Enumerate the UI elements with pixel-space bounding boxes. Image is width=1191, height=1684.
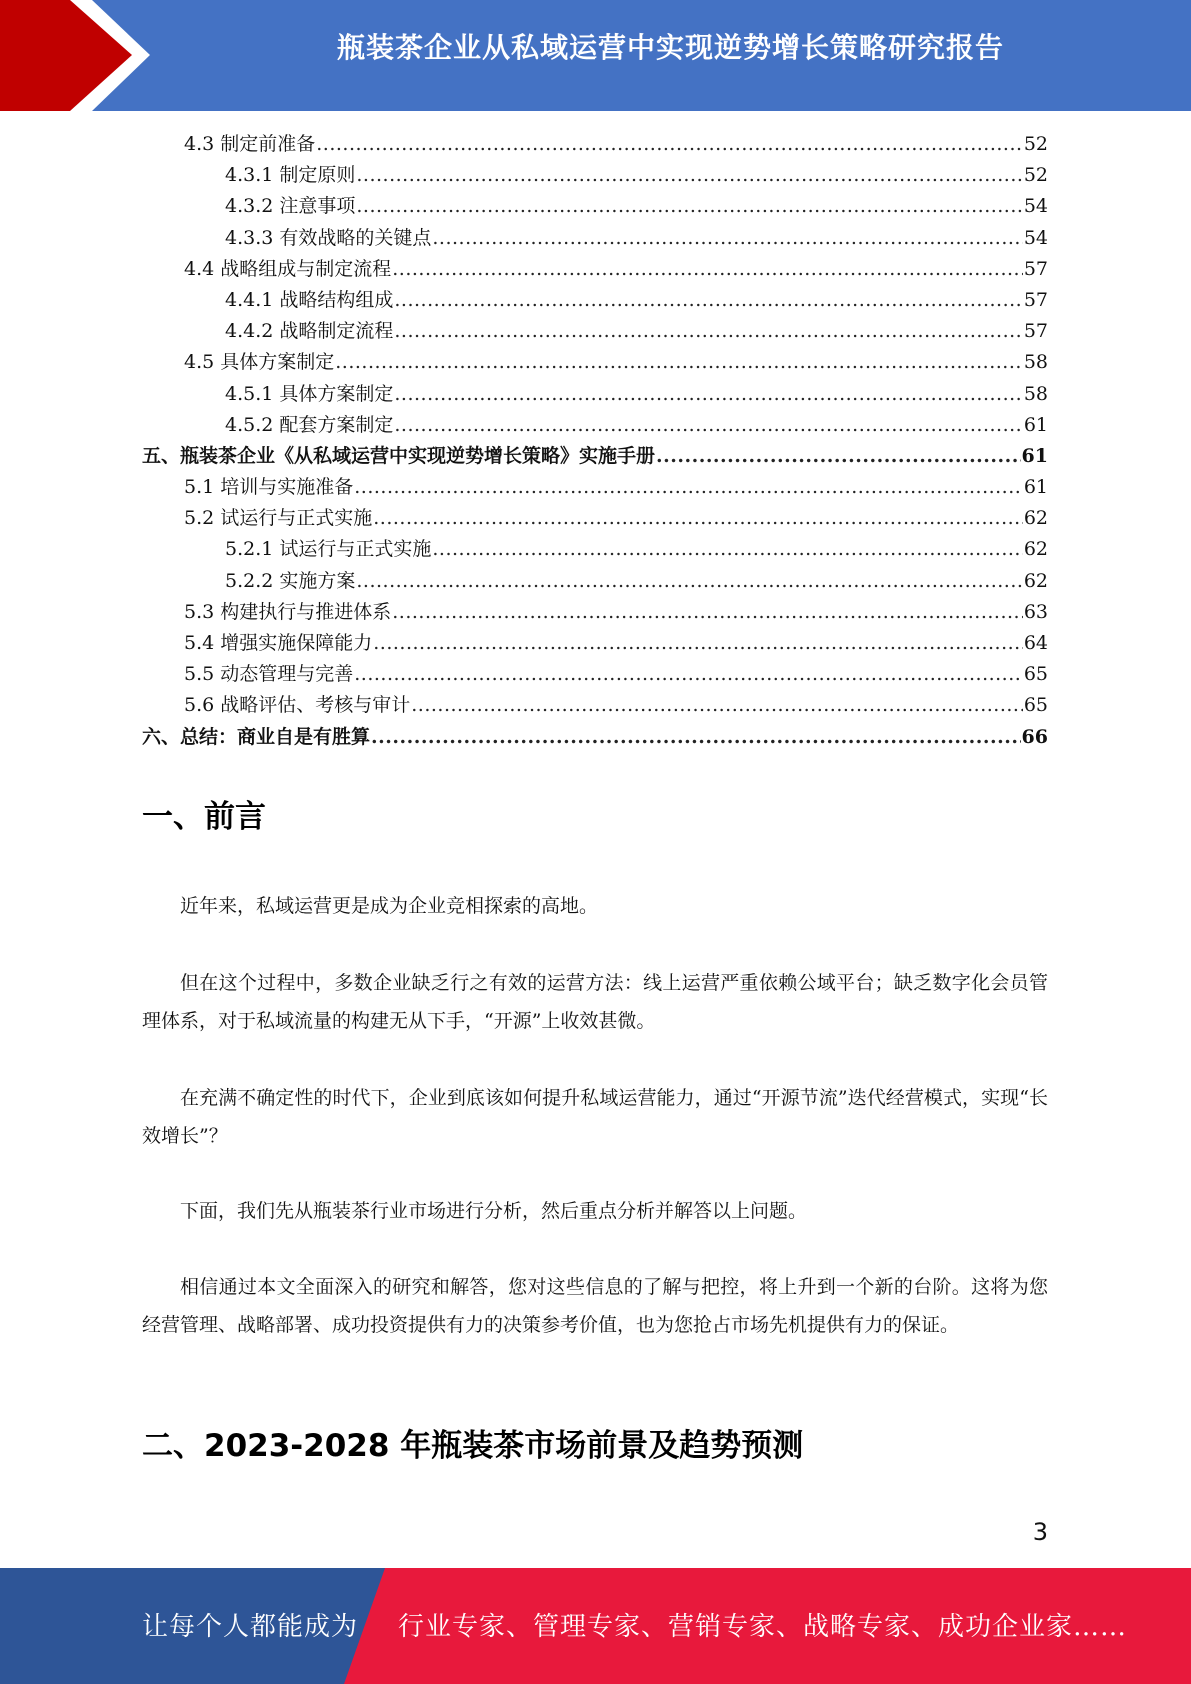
toc-dot-leader — [335, 347, 1023, 378]
toc-entry-title: 4.4.1 战略结构组成 — [225, 288, 394, 311]
page-number: 3 — [1032, 1518, 1048, 1546]
toc-entry[interactable] — [142, 129, 1048, 160]
toc-entry[interactable] — [142, 472, 1048, 503]
toc-entry-page: 62 — [1023, 507, 1048, 530]
preface-paragraph: 但在这个过程中，多数企业缺乏行之有效的运营方法：线上运营严重依赖公域平台；缺乏数字化会员管理体系，对于私域流量的构建无从下手，“开源”上收效甚微。 — [142, 972, 1048, 1032]
report-title: 瓶装茶企业从私域运营中实现逆势增长策略研究报告 — [336, 31, 1004, 64]
toc-entry-page: 66 — [1021, 725, 1048, 748]
toc-entry-page: 63 — [1023, 600, 1048, 623]
toc-entry-title: 5.2 试运行与正式实施 — [184, 507, 373, 530]
toc-dot-leader — [394, 410, 1022, 441]
toc-entry[interactable] — [142, 410, 1048, 441]
toc-entry-title: 4.5.2 配套方案制定 — [225, 413, 394, 436]
toc-entry-title: 5.3 构建执行与推进体系 — [184, 600, 392, 623]
toc-entry-title: 5.4 增强实施保障能力 — [184, 632, 373, 654]
toc-entry-title: 4.3.1 制定原则 — [225, 164, 356, 187]
toc-entry[interactable] — [142, 316, 1048, 347]
toc-entry[interactable] — [142, 534, 1048, 565]
toc-entry[interactable] — [142, 285, 1048, 316]
footer-slogan-right: 行业专家、管理专家、营销专家、战略专家、成功企业家…… — [398, 1612, 1128, 1642]
toc-entry[interactable] — [142, 191, 1048, 222]
toc-entry[interactable] — [142, 441, 1048, 472]
toc-entry[interactable] — [142, 659, 1048, 690]
toc-entry-page: 61 — [1023, 476, 1048, 499]
toc-dot-leader — [394, 379, 1022, 410]
toc-entry-page: 52 — [1023, 164, 1048, 187]
toc-entry[interactable] — [142, 379, 1048, 410]
toc-dot-leader — [354, 472, 1023, 503]
header-arrow-decoration — [0, 0, 160, 111]
toc-entry-page: 64 — [1023, 632, 1048, 654]
toc-dot-leader — [432, 223, 1022, 254]
toc-dot-leader — [373, 503, 1023, 534]
preface-paragraph: 下面，我们先从瓶装茶行业市场进行分析，然后重点分析并解答以上问题。 — [180, 1200, 808, 1222]
toc-dot-leader — [656, 441, 1021, 472]
toc-entry-page: 57 — [1023, 257, 1048, 280]
toc-entry-page: 58 — [1023, 382, 1048, 405]
toc-dot-leader — [392, 254, 1023, 285]
toc-entry-page: 62 — [1023, 569, 1048, 592]
toc-dot-leader — [373, 628, 1023, 659]
toc-entry[interactable] — [142, 254, 1048, 285]
toc-dot-leader — [394, 316, 1022, 347]
toc-entry-title: 4.5.1 具体方案制定 — [225, 382, 394, 405]
section-heading-preface: 一、前言 — [142, 799, 266, 835]
page-header — [0, 0, 1191, 111]
toc-entry-title: 5.2.2 实施方案 — [225, 569, 356, 592]
preface-paragraph: 近年来，私域运营更是成为企业竞相探索的高地。 — [180, 895, 599, 917]
toc-dot-leader — [356, 191, 1022, 222]
toc-entry-title: 4.3.3 有效战略的关键点 — [225, 226, 432, 249]
toc-dot-leader — [356, 566, 1022, 597]
toc-entry[interactable] — [142, 503, 1048, 534]
toc-entry-page: 61 — [1023, 413, 1048, 436]
toc-dot-leader — [432, 534, 1022, 565]
toc-entry-title: 5.6 战略评估、考核与审计 — [184, 694, 411, 717]
toc-entry-page: 57 — [1023, 288, 1048, 311]
toc-entry-title: 4.4.2 战略制定流程 — [225, 320, 394, 343]
toc-entry[interactable] — [142, 690, 1048, 721]
toc-entry[interactable] — [142, 347, 1048, 378]
toc-entry-page: 54 — [1023, 226, 1048, 249]
toc-entry-page: 54 — [1023, 195, 1048, 218]
toc-entry-page: 52 — [1023, 133, 1048, 155]
toc-dot-leader — [354, 659, 1023, 690]
preface-paragraph: 相信通过本文全面深入的研究和解答，您对这些信息的了解与把控，将上升到一个新的台阶。这将为您经营管理、战略部署、成功投资提供有力的决策参考价值，也为您抢占市场先机提供有力的保证。 — [142, 1276, 1048, 1336]
toc-entry-page: 57 — [1023, 320, 1048, 343]
toc-entry-title: 4.5 具体方案制定 — [184, 351, 335, 374]
toc-entry-title: 六、总结：商业自是有胜算 — [142, 725, 371, 748]
toc-entry-page: 58 — [1023, 351, 1048, 374]
table-of-contents — [142, 129, 1048, 753]
toc-entry-title: 五、瓶装茶企业《从私域运营中实现逆势增长策略》实施手册 — [142, 444, 656, 467]
toc-entry[interactable] — [142, 628, 1048, 659]
toc-entry[interactable] — [142, 722, 1048, 753]
toc-entry-page: 61 — [1021, 444, 1048, 467]
toc-entry[interactable] — [142, 160, 1048, 191]
toc-entry-title: 4.3.2 注意事项 — [225, 195, 356, 218]
footer-slogan-left: 让每个人都能成为 — [142, 1612, 359, 1642]
toc-entry-title: 4.3 制定前准备 — [184, 133, 316, 155]
toc-entry-title: 5.1 培训与实施准备 — [184, 476, 354, 499]
toc-entry-page: 65 — [1023, 663, 1048, 686]
toc-entry-title: 4.4 战略组成与制定流程 — [184, 257, 392, 280]
preface-paragraph: 在充满不确定性的时代下，企业到底该如何提升私域运营能力，通过“开源节流”迭代经营模式，实现“长效增长”？ — [142, 1087, 1048, 1147]
toc-entry-page: 65 — [1023, 694, 1048, 717]
toc-entry[interactable] — [142, 566, 1048, 597]
toc-entry-title: 5.2.1 试运行与正式实施 — [225, 538, 432, 561]
toc-entry[interactable] — [142, 223, 1048, 254]
toc-dot-leader — [392, 597, 1023, 628]
toc-entry-page: 62 — [1023, 538, 1048, 561]
toc-dot-leader — [411, 690, 1023, 721]
section-heading-market-forecast: 二、2023-2028 年瓶装茶市场前景及趋势预测 — [142, 1428, 804, 1464]
toc-entry-title: 5.5 动态管理与完善 — [184, 663, 354, 686]
toc-dot-leader — [371, 722, 1021, 753]
toc-entry[interactable] — [142, 597, 1048, 628]
toc-dot-leader — [394, 285, 1022, 316]
toc-dot-leader — [356, 160, 1022, 191]
page-footer — [0, 1568, 1191, 1684]
toc-dot-leader — [316, 129, 1023, 160]
